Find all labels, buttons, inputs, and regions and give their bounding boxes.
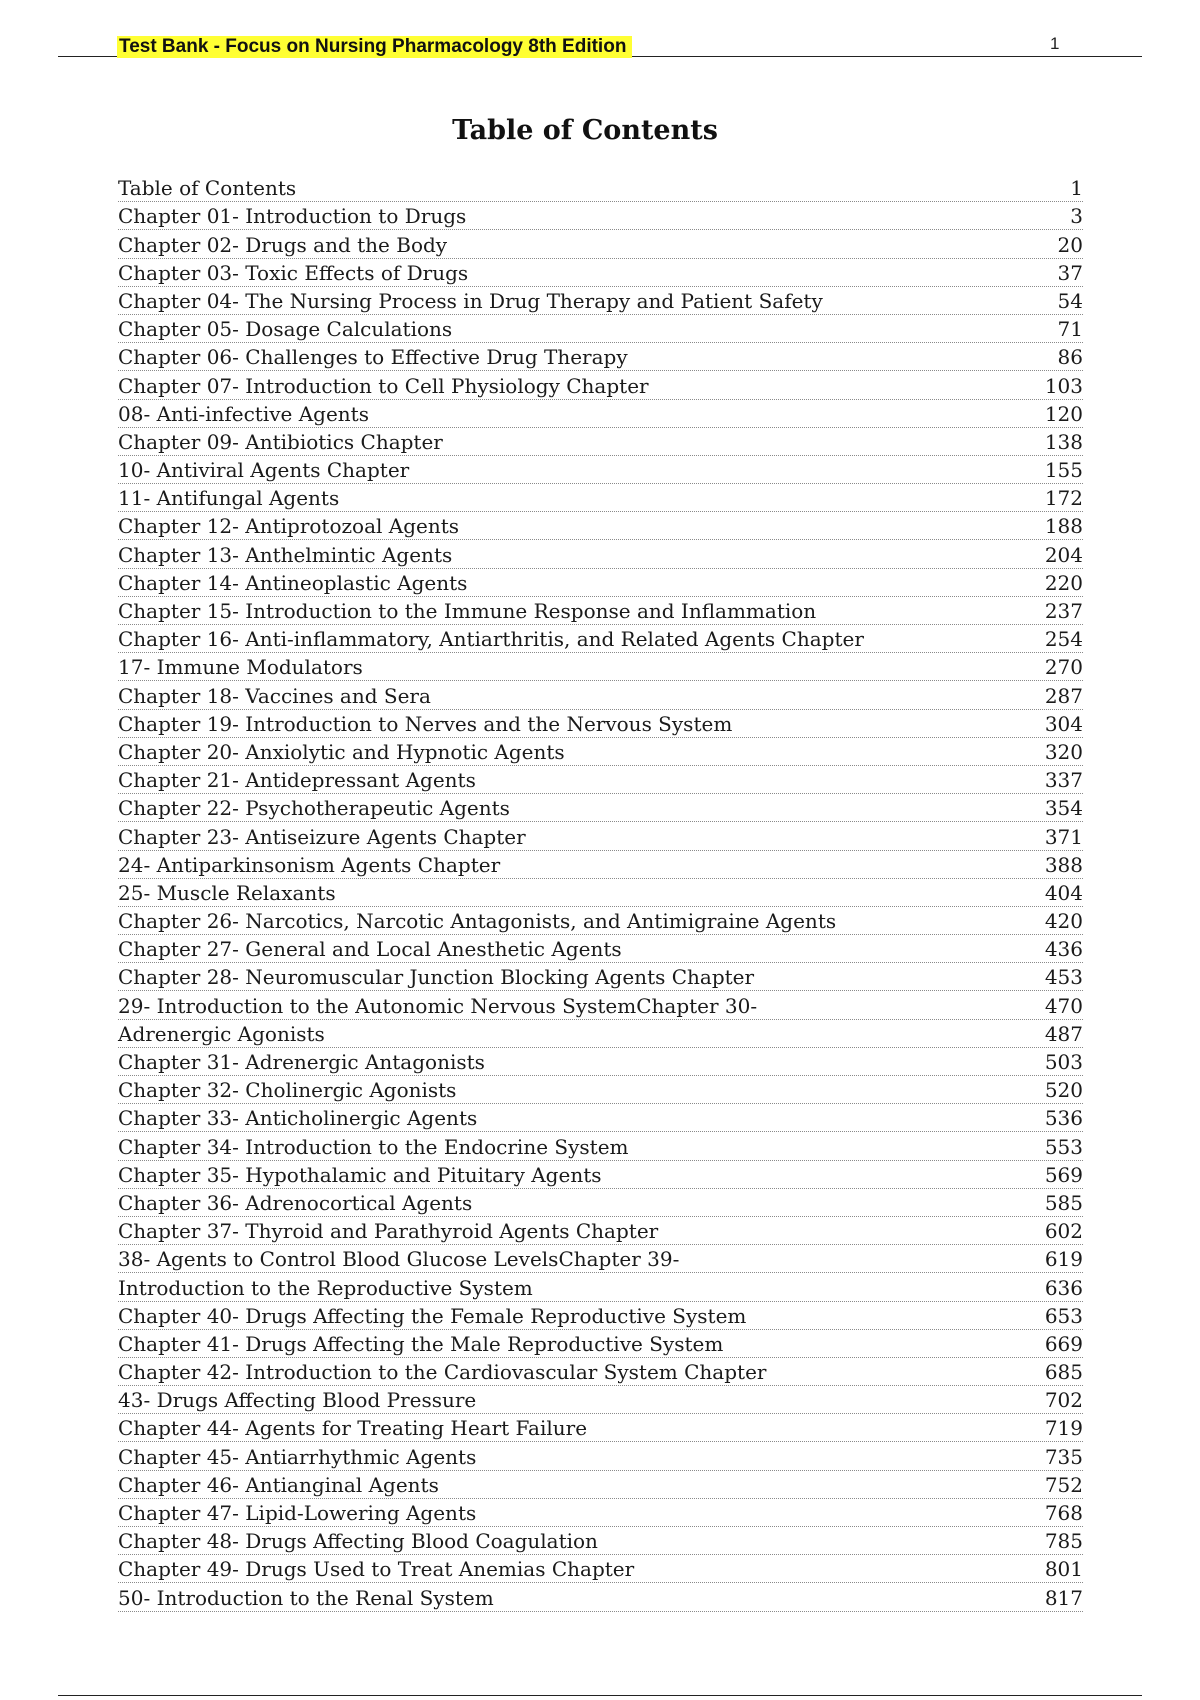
toc-entry-row[interactable] (118, 456, 1083, 484)
toc-entry-row[interactable] (118, 710, 1083, 738)
toc-entry-page[interactable]: 20 (1057, 232, 1083, 257)
toc-entry-row[interactable] (118, 597, 1083, 625)
toc-entry-label[interactable]: 11- Antifungal Agents (118, 486, 340, 511)
toc-entry-row[interactable] (118, 1471, 1083, 1499)
toc-entry-page[interactable]: 619 (1044, 1247, 1083, 1272)
toc-entry-label[interactable]: Chapter 04- The Nursing Process in Drug Therapy and Patient Safety (118, 288, 823, 313)
toc-entry-row[interactable] (118, 1076, 1083, 1104)
toc-entry-label[interactable]: Chapter 48- Drugs Affecting Blood Coagulation (118, 1529, 598, 1554)
toc-entry-row[interactable] (118, 315, 1083, 343)
toc-entry-row[interactable] (118, 1189, 1083, 1217)
toc-entry-page[interactable]: 752 (1044, 1472, 1083, 1497)
toc-entry-row[interactable] (118, 259, 1083, 287)
toc-entry-label[interactable]: Chapter 26- Narcotics, Narcotic Antagonists, and Antimigraine Agents (118, 909, 837, 934)
toc-entry-page[interactable]: 320 (1044, 739, 1083, 764)
toc-entry-label[interactable]: Chapter 18- Vaccines and Sera (118, 683, 431, 708)
toc-entry-label[interactable]: 25- Muscle Relaxants (118, 880, 336, 905)
toc-entry-label[interactable]: Chapter 47- Lipid-Lowering Agents (118, 1501, 477, 1525)
toc-entry-label[interactable]: 10- Antiviral Agents Chapter (118, 458, 410, 483)
toc-entry-row[interactable] (118, 569, 1083, 597)
toc-entry-row[interactable] (118, 202, 1083, 230)
toc-entry-label[interactable]: Chapter 05- Dosage Calculations (118, 317, 453, 342)
toc-entry-label[interactable]: 43- Drugs Affecting Blood Pressure (118, 1388, 477, 1413)
toc-entry-row[interactable] (118, 907, 1083, 935)
toc-entry-label[interactable]: Chapter 23- Antiseizure Agents Chapter (118, 824, 526, 849)
toc-entry-row[interactable] (118, 1386, 1083, 1414)
toc-entry-row[interactable] (118, 794, 1083, 822)
toc-entry-page[interactable]: 470 (1044, 993, 1083, 1018)
toc-entry-row[interactable] (118, 1217, 1083, 1245)
footer-rule (58, 1695, 1142, 1696)
toc-entry-label[interactable]: Chapter 15- Introduction to the Immune Response and Inflammation (118, 599, 817, 623)
toc-entry-label[interactable]: Chapter 21- Antidepressant Agents (118, 768, 476, 793)
toc-entry-row[interactable] (118, 625, 1083, 653)
toc-entry-page[interactable]: 204 (1044, 542, 1083, 567)
toc-entry-row[interactable] (118, 1161, 1083, 1189)
toc-entry-label[interactable]: Chapter 20- Anxiolytic and Hypnotic Agents (118, 739, 565, 764)
toc-entry-page[interactable]: 768 (1044, 1501, 1083, 1525)
toc-entry-page[interactable]: 3 (1070, 204, 1083, 229)
toc-entry-page[interactable]: 1 (1070, 176, 1083, 201)
toc-entry-page[interactable]: 719 (1044, 1416, 1083, 1441)
toc-entry-label[interactable]: 17- Immune Modulators (118, 655, 363, 680)
toc-entry-row[interactable] (118, 1132, 1083, 1160)
toc-entry-label[interactable]: Chapter 31- Adrenergic Antagonists (118, 1050, 485, 1074)
toc-entry-page[interactable]: 138 (1044, 429, 1083, 454)
toc-entry-row[interactable] (118, 484, 1083, 512)
toc-entry-row[interactable] (118, 1020, 1083, 1048)
toc-entry-page[interactable]: 37 (1057, 260, 1083, 285)
toc-entry-page[interactable]: 120 (1044, 401, 1083, 426)
toc-entry-label[interactable]: Chapter 07- Introduction to Cell Physiology Chapter (118, 373, 649, 398)
toc-entry-row[interactable] (118, 681, 1083, 709)
toc-entry-row[interactable] (118, 766, 1083, 794)
toc-entry-label[interactable]: Chapter 42- Introduction to the Cardiovascular System Chapter (118, 1360, 767, 1385)
toc-entry-page[interactable]: 436 (1044, 937, 1083, 962)
toc-entry-row[interactable] (118, 1358, 1083, 1386)
toc-entry-page[interactable]: 71 (1057, 317, 1083, 342)
toc-entry-label[interactable]: 38- Agents to Control Blood Glucose LevelsChapter 39- (118, 1247, 680, 1272)
toc-entry-row[interactable] (118, 287, 1083, 315)
toc-entry-row[interactable] (118, 1499, 1083, 1527)
toc-entry-page[interactable]: 404 (1044, 880, 1083, 905)
toc-entry-page[interactable]: 220 (1044, 570, 1083, 595)
toc-entry-page[interactable]: 785 (1044, 1529, 1083, 1554)
toc-entry-page[interactable]: 685 (1044, 1360, 1083, 1385)
toc-entry-row[interactable] (118, 879, 1083, 907)
toc-entry-label[interactable]: Chapter 49- Drugs Used to Treat Anemias Chapter (118, 1557, 635, 1582)
toc-entry-row[interactable] (118, 371, 1083, 399)
toc-entry-row[interactable] (118, 1330, 1083, 1358)
toc-entry-row[interactable] (118, 1104, 1083, 1132)
toc-entry-page[interactable]: 569 (1044, 1162, 1083, 1187)
toc-entry-row[interactable] (118, 1442, 1083, 1470)
toc-entry-row[interactable] (118, 653, 1083, 681)
toc-entry-row[interactable] (118, 1527, 1083, 1555)
toc-entry-label[interactable]: Chapter 32- Cholinergic Agonists (118, 1078, 457, 1103)
toc-entry-page[interactable]: 371 (1044, 824, 1083, 849)
toc-heading: Table of Contents (452, 115, 718, 146)
toc-entry-row[interactable] (118, 935, 1083, 963)
toc-entry-row[interactable] (118, 512, 1083, 540)
toc-entry-page[interactable]: 254 (1044, 627, 1083, 652)
toc-entry-page[interactable]: 304 (1044, 711, 1083, 736)
toc-entry-label[interactable]: Chapter 37- Thyroid and Parathyroid Agents Chapter (118, 1219, 659, 1244)
toc-entry-label[interactable]: Table of Contents (118, 176, 297, 201)
toc-entry-row[interactable] (118, 1273, 1083, 1301)
toc-entry-page[interactable]: 420 (1044, 909, 1083, 934)
toc-entry-row[interactable] (118, 1245, 1083, 1273)
toc-entry-row[interactable] (118, 963, 1083, 991)
toc-entry-row[interactable] (118, 1302, 1083, 1330)
toc-entry-label[interactable]: Chapter 28- Neuromuscular Junction Blocking Agents Chapter (118, 965, 755, 990)
toc-entry-page[interactable]: 103 (1044, 373, 1083, 398)
page-header (58, 36, 1142, 58)
toc-entry-row[interactable] (118, 1555, 1083, 1583)
toc-entry-page[interactable]: 270 (1044, 655, 1083, 680)
toc-entry-page[interactable]: 487 (1044, 1021, 1083, 1046)
toc-entry-label[interactable]: Chapter 12- Antiprotozoal Agents (118, 514, 460, 539)
toc-entry-label[interactable]: Chapter 45- Antiarrhythmic Agents (118, 1444, 477, 1469)
toc-entry-page[interactable]: 735 (1044, 1444, 1083, 1469)
toc-entry-label[interactable]: Adrenergic Agonists (118, 1021, 325, 1046)
toc-entry-label[interactable]: Chapter 13- Anthelmintic Agents (118, 542, 453, 567)
toc-entry-label[interactable]: Chapter 16- Anti-inflammatory, Antiarthritis, and Related Agents Chapter (118, 627, 864, 652)
page-number: 1 (1050, 34, 1060, 53)
document-title: Test Bank - Focus on Nursing Pharmacology 8th Edition (117, 36, 632, 58)
toc-entry-page[interactable]: 817 (1044, 1585, 1083, 1610)
toc-entry-page[interactable]: 520 (1044, 1078, 1083, 1103)
toc-entry-label[interactable]: Chapter 35- Hypothalamic and Pituitary Agents (118, 1162, 602, 1187)
toc-entry-page[interactable]: 503 (1044, 1050, 1083, 1074)
toc-entry-label[interactable]: Chapter 09- Antibiotics Chapter (118, 429, 443, 454)
toc-entry-label[interactable]: Chapter 06- Challenges to Effective Drug Therapy (118, 345, 628, 370)
toc-entry-label[interactable]: Chapter 36- Adrenocortical Agents (118, 1190, 473, 1215)
toc-entry-page[interactable]: 54 (1057, 288, 1083, 313)
toc-entry-page[interactable]: 172 (1044, 486, 1083, 511)
toc-entry-label[interactable]: Chapter 01- Introduction to Drugs (118, 204, 467, 229)
toc-entry-label[interactable]: Chapter 41- Drugs Affecting the Male Reproductive System (118, 1331, 724, 1356)
toc-entry-page[interactable]: 702 (1044, 1388, 1083, 1413)
toc-entry-row[interactable] (118, 822, 1083, 850)
toc-entry-label[interactable]: Chapter 19- Introduction to Nerves and the Nervous System (118, 711, 733, 736)
toc-entry-page[interactable]: 536 (1044, 1106, 1083, 1131)
toc-entry-page[interactable]: 553 (1044, 1134, 1083, 1159)
toc-entry-page[interactable]: 636 (1044, 1275, 1083, 1300)
toc-entry-label[interactable]: Chapter 44- Agents for Treating Heart Failure (118, 1416, 588, 1441)
toc-list (118, 174, 1083, 1612)
toc-entry-label[interactable]: Chapter 02- Drugs and the Body (118, 232, 448, 257)
toc-entry-row[interactable] (118, 991, 1083, 1019)
toc-entry-page[interactable]: 237 (1044, 599, 1083, 623)
toc-entry-label[interactable]: 24- Antiparkinsonism Agents Chapter (118, 852, 501, 877)
toc-entry-row[interactable] (118, 343, 1083, 371)
toc-entry-page[interactable]: 86 (1057, 345, 1083, 370)
toc-entry-label[interactable]: Chapter 14- Antineoplastic Agents (118, 570, 468, 595)
toc-entry-label[interactable]: Chapter 22- Psychotherapeutic Agents (118, 796, 510, 821)
toc-entry-page[interactable]: 337 (1044, 768, 1083, 793)
toc-entry-row[interactable] (118, 174, 1083, 202)
toc-entry-label[interactable]: Chapter 34- Introduction to the Endocrine System (118, 1134, 629, 1159)
toc-entry-label[interactable]: Chapter 46- Antianginal Agents (118, 1472, 439, 1497)
toc-entry-page[interactable]: 453 (1044, 965, 1083, 990)
toc-entry-label[interactable]: 08- Anti-infective Agents (118, 401, 369, 426)
toc-entry-row[interactable] (118, 400, 1083, 428)
toc-entry-row[interactable] (118, 851, 1083, 879)
toc-entry-page[interactable]: 287 (1044, 683, 1083, 708)
toc-entry-row[interactable] (118, 540, 1083, 568)
toc-entry-row[interactable] (118, 738, 1083, 766)
toc-entry-page[interactable]: 155 (1044, 458, 1083, 483)
toc-entry-page[interactable]: 801 (1044, 1557, 1083, 1582)
toc-entry-page[interactable]: 188 (1044, 514, 1083, 539)
toc-entry-page[interactable]: 669 (1044, 1331, 1083, 1356)
toc-entry-label[interactable]: Chapter 03- Toxic Effects of Drugs (118, 260, 469, 285)
toc-entry-page[interactable]: 354 (1044, 796, 1083, 821)
toc-entry-page[interactable]: 388 (1044, 852, 1083, 877)
toc-entry-label[interactable]: Chapter 40- Drugs Affecting the Female Reproductive System (118, 1303, 747, 1328)
toc-entry-label[interactable]: Chapter 33- Anticholinergic Agents (118, 1106, 478, 1131)
toc-entry-label[interactable]: 50- Introduction to the Renal System (118, 1585, 494, 1610)
toc-entry-page[interactable]: 653 (1044, 1303, 1083, 1328)
toc-entry-row[interactable] (118, 1414, 1083, 1442)
toc-entry-page[interactable]: 585 (1044, 1190, 1083, 1215)
toc-entry-row[interactable] (118, 428, 1083, 456)
toc-entry-label[interactable]: Chapter 27- General and Local Anesthetic Agents (118, 937, 622, 962)
toc-entry-page[interactable]: 602 (1044, 1219, 1083, 1244)
toc-entry-row[interactable] (118, 1048, 1083, 1076)
toc-entry-row[interactable] (118, 230, 1083, 258)
toc-entry-row[interactable] (118, 1583, 1083, 1611)
toc-entry-label[interactable]: 29- Introduction to the Autonomic Nervous SystemChapter 30- (118, 993, 758, 1018)
toc-entry-label[interactable]: Introduction to the Reproductive System (118, 1275, 533, 1300)
